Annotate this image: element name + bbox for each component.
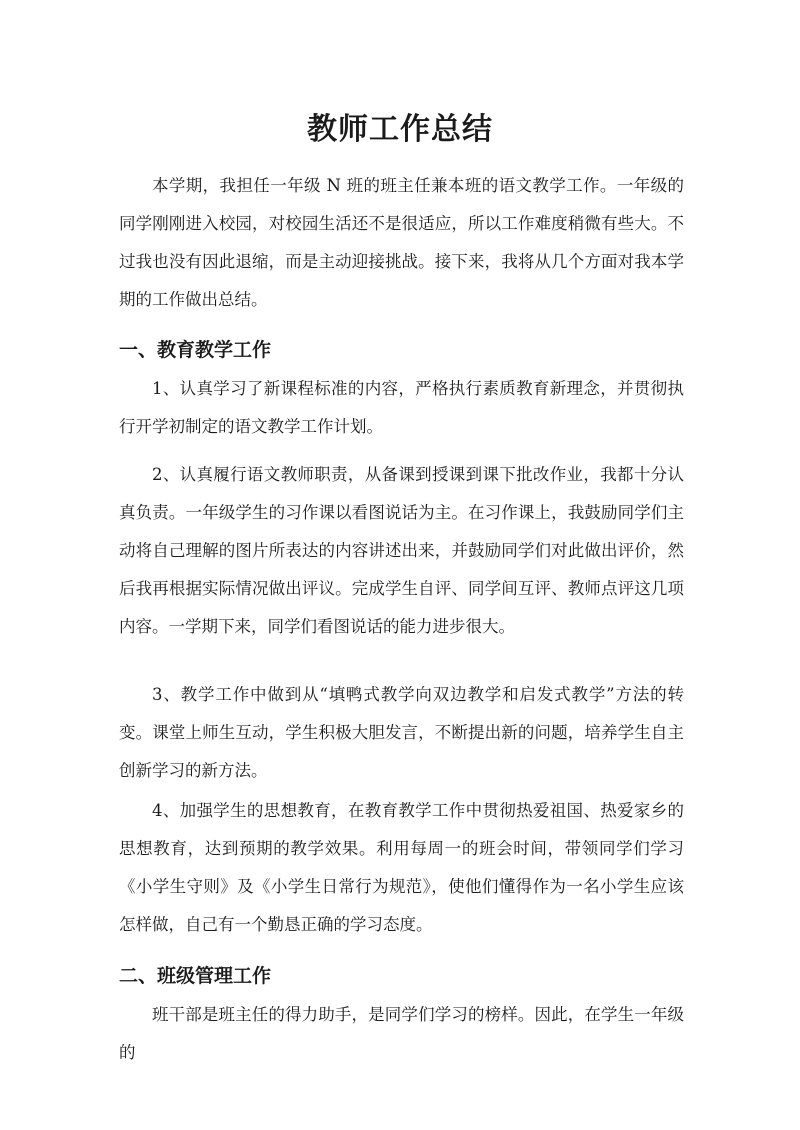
teaching-item-1: 1、认真学习了新课程标准的内容，严格执行素质教育新理念，并贯彻执行开学初制定的语文教学工作计划。	[119, 379, 684, 436]
document-title: 教师工作总结	[307, 112, 493, 147]
section-heading-teaching: 一、教育教学工作	[119, 339, 272, 361]
section-heading-class-management: 二、班级管理工作	[119, 965, 272, 987]
teaching-item-3: 3、教学工作中做到从“填鸭式教学向双边教学和启发式教学”方法的转变。课堂上师生互动，学生积极大胆发言，不断提出新的问题，培养学生自主创新学习的新方法。	[119, 685, 684, 780]
teaching-item-2: 2、认真履行语文教师职责，从备课到授课到课下批改作业，我都十分认真负责。一年级学生的习作课以看图说话为主。在习作课上，我鼓励同学们主动将自己理解的图片所表达的内容讲述出来，并鼓励同学们对此做出评价，然后我再根据实际情况做出评议。完成学生自评、同学间互评、教师点评这几项内容。一学期下来，同学们看图说话的能力进步很大。	[119, 465, 684, 636]
intro-paragraph: 本学期，我担任一年级 N 班的班主任兼本班的语文教学工作。一年级的同学刚刚进入校园，对校园生活还不是很适应，所以工作难度稍微有些大。不过我也没有因此退缩，而是主动迎接挑战。接下来，我将从几个方面对我本学期的工作做出总结。	[119, 176, 684, 309]
class-management-paragraph: 班干部是班主任的得力助手，是同学们学习的榜样。因此，在学生一年级的	[119, 1005, 684, 1062]
teaching-item-4: 4、加强学生的思想教育，在教育教学工作中贯彻热爱祖国、热爱家乡的思想教育，达到预期的教学效果。利用每周一的班会时间，带领同学们学习《小学生守则》及《小学生日常行为规范》，使他们懂得作为一名小学生应该怎样做，自己有一个勤恳正确的学习态度。	[119, 801, 684, 934]
